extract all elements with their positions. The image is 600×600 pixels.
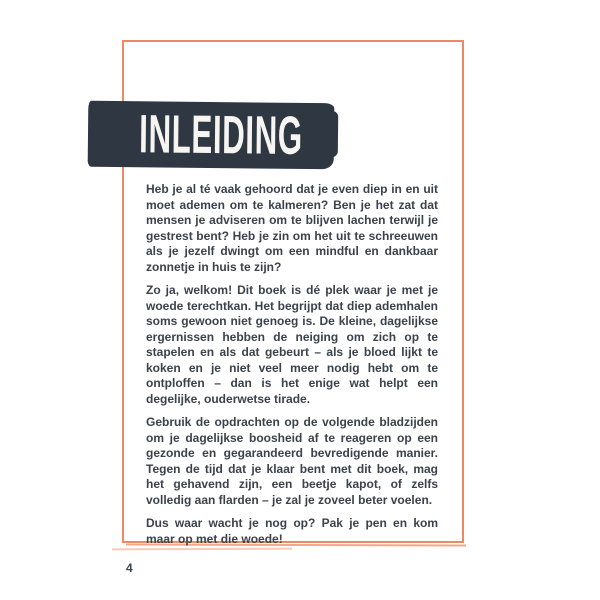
chapter-title: INLEIDING	[138, 104, 304, 166]
paragraph-4: Dus waar wacht je nog op? Pak je pen en kom maar op met die woede!	[146, 516, 438, 546]
chapter-title-banner	[88, 101, 335, 170]
paragraph-3: Gebruik de opdrachten op de volgende bladzijden om je dagelijkse boosheid af te reageren op een gezonde en gegarandeerd bevredigende manier. Tegen de tijd dat je klaar bent met dit boek, mag het gehavend zijn, een beetje kapot, of zelfs volledig aan flarden – je zal je zoveel beter voelen.	[146, 415, 438, 507]
body-text	[146, 182, 438, 555]
paragraph-2: Zo ja, welkom! Dit boek is dé plek waar je met je woede terechtkan. Het begrijpt dat diep ademhalen soms gewoon niet genoeg is. De kleine, dagelijkse ergernissen hebben de neiging om zich op te stapelen en als dat gebeurt – als je bloed lijkt te koken en je niet veel meer nodig hebt om te ontploffen – dan is het enige wat helpt een degelijke, ouderwetse tirade.	[146, 283, 438, 406]
page-number: 4	[126, 561, 133, 575]
paragraph-1: Heb je al té vaak gehoord dat je even diep in en uit moet ademen om te kalmeren? Ben je het zat dat mensen je adviseren om te blijven lachen terwijl je gestrest bent? Heb je zin om het uit te schreeuwen als je jezelf dwingt om een mindful en dankbaar zonnetje in huis te zijn?	[146, 182, 438, 274]
